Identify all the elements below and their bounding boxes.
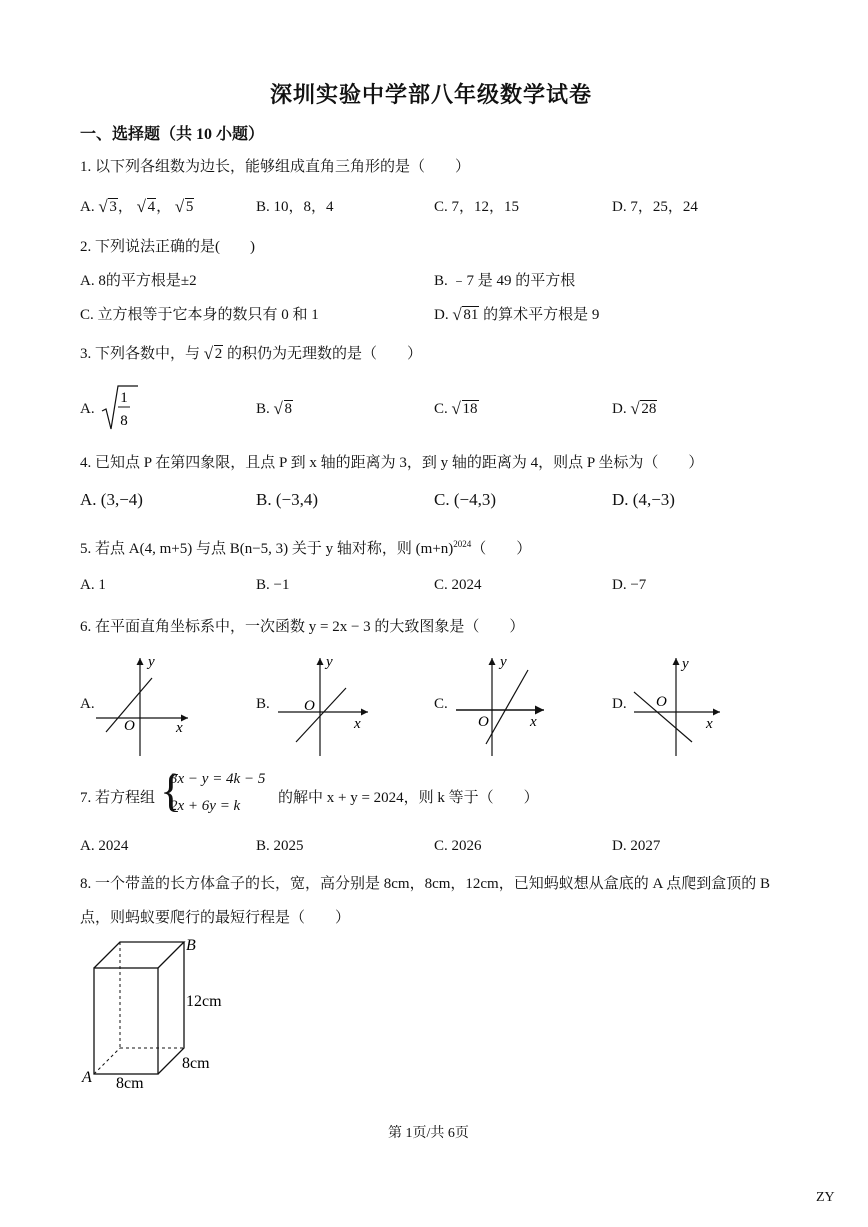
q6-option-d-label: D. [612,696,627,712]
q6-option-a-label: A. [80,696,95,712]
q3-option-b: B. √ 8 [256,401,293,418]
q3-option-a-sqrt-fraction [100,383,140,433]
q4-option-b: B. (−3,4) [256,490,318,509]
svg-text:y: y [500,654,507,670]
q1-a-sqrt3: √ 5 [175,199,195,216]
q7-option-c: C. 2026 [434,838,482,854]
q3-b-sqrt: √ 8 [274,401,294,418]
q6-graph-c [452,650,552,760]
q5-option-b: B. −1 [256,577,290,593]
svg-text:y: y [682,656,689,672]
q7-option-d: D. 2027 [612,838,661,854]
q8-stem-line2: 点，则蚂蚁要爬行的最短行程是（ ） [80,910,351,926]
q4-option-d: D. (4,−3) [612,490,675,509]
q5-option-c: C. 2024 [434,577,482,593]
q6-graph-b [274,650,374,760]
q1-a-sqrt1: √ 3 [98,199,118,216]
q2-d-sqrt: √ 81 [452,307,479,324]
q7-brace: { [160,765,183,816]
q5-option-a: A. 1 [80,577,106,593]
q6-option-b-label: B. [256,696,270,712]
svg-text:B: B [186,937,196,954]
q3-option-a-label: A. [80,401,95,417]
q5-stem: 5. 若点 A(4, m+5) 与点 B(n−5, 3) 关于 y 轴对称，则 $(m+n)^{2024}$（ ） [80,539,532,557]
svg-text:x: x [706,716,713,732]
svg-text:1: 1 [120,390,128,406]
svg-text:x: x [176,720,183,736]
svg-text:8cm: 8cm [116,1075,144,1092]
q6-option-c-label: C. [434,696,448,712]
q4-stem: 4. 已知点 P 在第四象限，且点 P 到 x 轴的距离为 3，到 y 轴的距离为 4，则点 P 坐标为（ ） [80,455,704,471]
q1-option-b: B. 10，8，4 [256,199,334,215]
svg-text:x: x [530,714,537,730]
svg-text:O: O [304,698,315,714]
q8-box-diagram [76,930,246,1095]
svg-text:8: 8 [120,413,128,429]
q6-graph-d [630,650,730,760]
svg-text:y: y [148,654,155,670]
q4-option-c: C. (−4,3) [434,490,496,509]
q8-stem-line1: 8. 一个带盖的长方体盒子的长，宽，高分别是 8cm，8cm，12cm，已知蚂蚁想从盒底的 A 点爬到盒顶的 B [80,876,770,892]
page-title: 深圳实验中学部八年级数学试卷 [270,82,593,107]
q1-option-d: D. 7，25，24 [612,199,698,215]
svg-text:y: y [326,654,333,670]
q3-option-c: C. √ 18 [434,401,479,418]
q4-option-a: A. (3,−4) [80,490,143,509]
q1-stem: 1. 以下列各组数为边长，能够组成直角三角形的是（ ） [80,159,471,175]
q7-stem-post: 的解中 x + y = 2024，则 k 等于（ ） [278,790,539,806]
section-heading: 一、选择题（共 10 小题） [80,126,265,143]
q2-option-c: C. 立方根等于它本身的数只有 0 和 1 [80,307,319,323]
svg-text:8cm: 8cm [182,1055,210,1072]
q3-option-d: D. √ 28 [612,401,657,418]
q7-option-a: A. 2024 [80,838,129,854]
q2-option-d: D. √ 81 的算术平方根是 9 [434,303,599,324]
q1-a-label: A. [80,199,95,215]
q6-graph-a [96,650,196,760]
q2-option-a: A. 8的平方根是±2 [80,273,197,289]
q1-a-sqrt2: √ 4 [137,199,157,216]
svg-text:O: O [478,714,489,730]
q5-option-d: D. −7 [612,577,647,593]
q3-stem: 3. 下列各数中，与 √ 2 的积仍为无理数的是（ ） [80,342,422,363]
q2-stem: 2. 下列说法正确的是( ) [80,239,255,255]
svg-text:x: x [354,716,361,732]
q1-option-c: C. 7，12，15 [434,199,520,215]
q7-equation-2: 2x + 6y = k [170,798,241,814]
q7-equation-1: 3x − y = 4k − 5 [170,771,266,787]
q6-stem: 6. 在平面直角坐标系中，一次函数 y = 2x − 3 的大致图象是（ ） [80,619,525,635]
svg-text:A: A [82,1069,92,1086]
svg-text:12cm: 12cm [186,993,222,1010]
q2-option-b: B. ﹣7 是 49 的平方根 [434,273,576,289]
q3-c-sqrt: √ 18 [452,401,479,418]
svg-text:O: O [656,694,667,710]
q3-d-sqrt: √ 28 [630,401,657,418]
q3-stem-sqrt: √ 2 [204,346,224,363]
corner-mark: ZY [816,1190,835,1205]
q1-option-a: A. √ 3， √ 4， √ 5 [80,195,194,216]
q7-stem-pre: 7. 若方程组 [80,790,156,806]
page-footer: 第 1页/共 6页 [388,1126,469,1141]
svg-text:O: O [124,718,135,734]
q7-option-b: B. 2025 [256,838,304,854]
